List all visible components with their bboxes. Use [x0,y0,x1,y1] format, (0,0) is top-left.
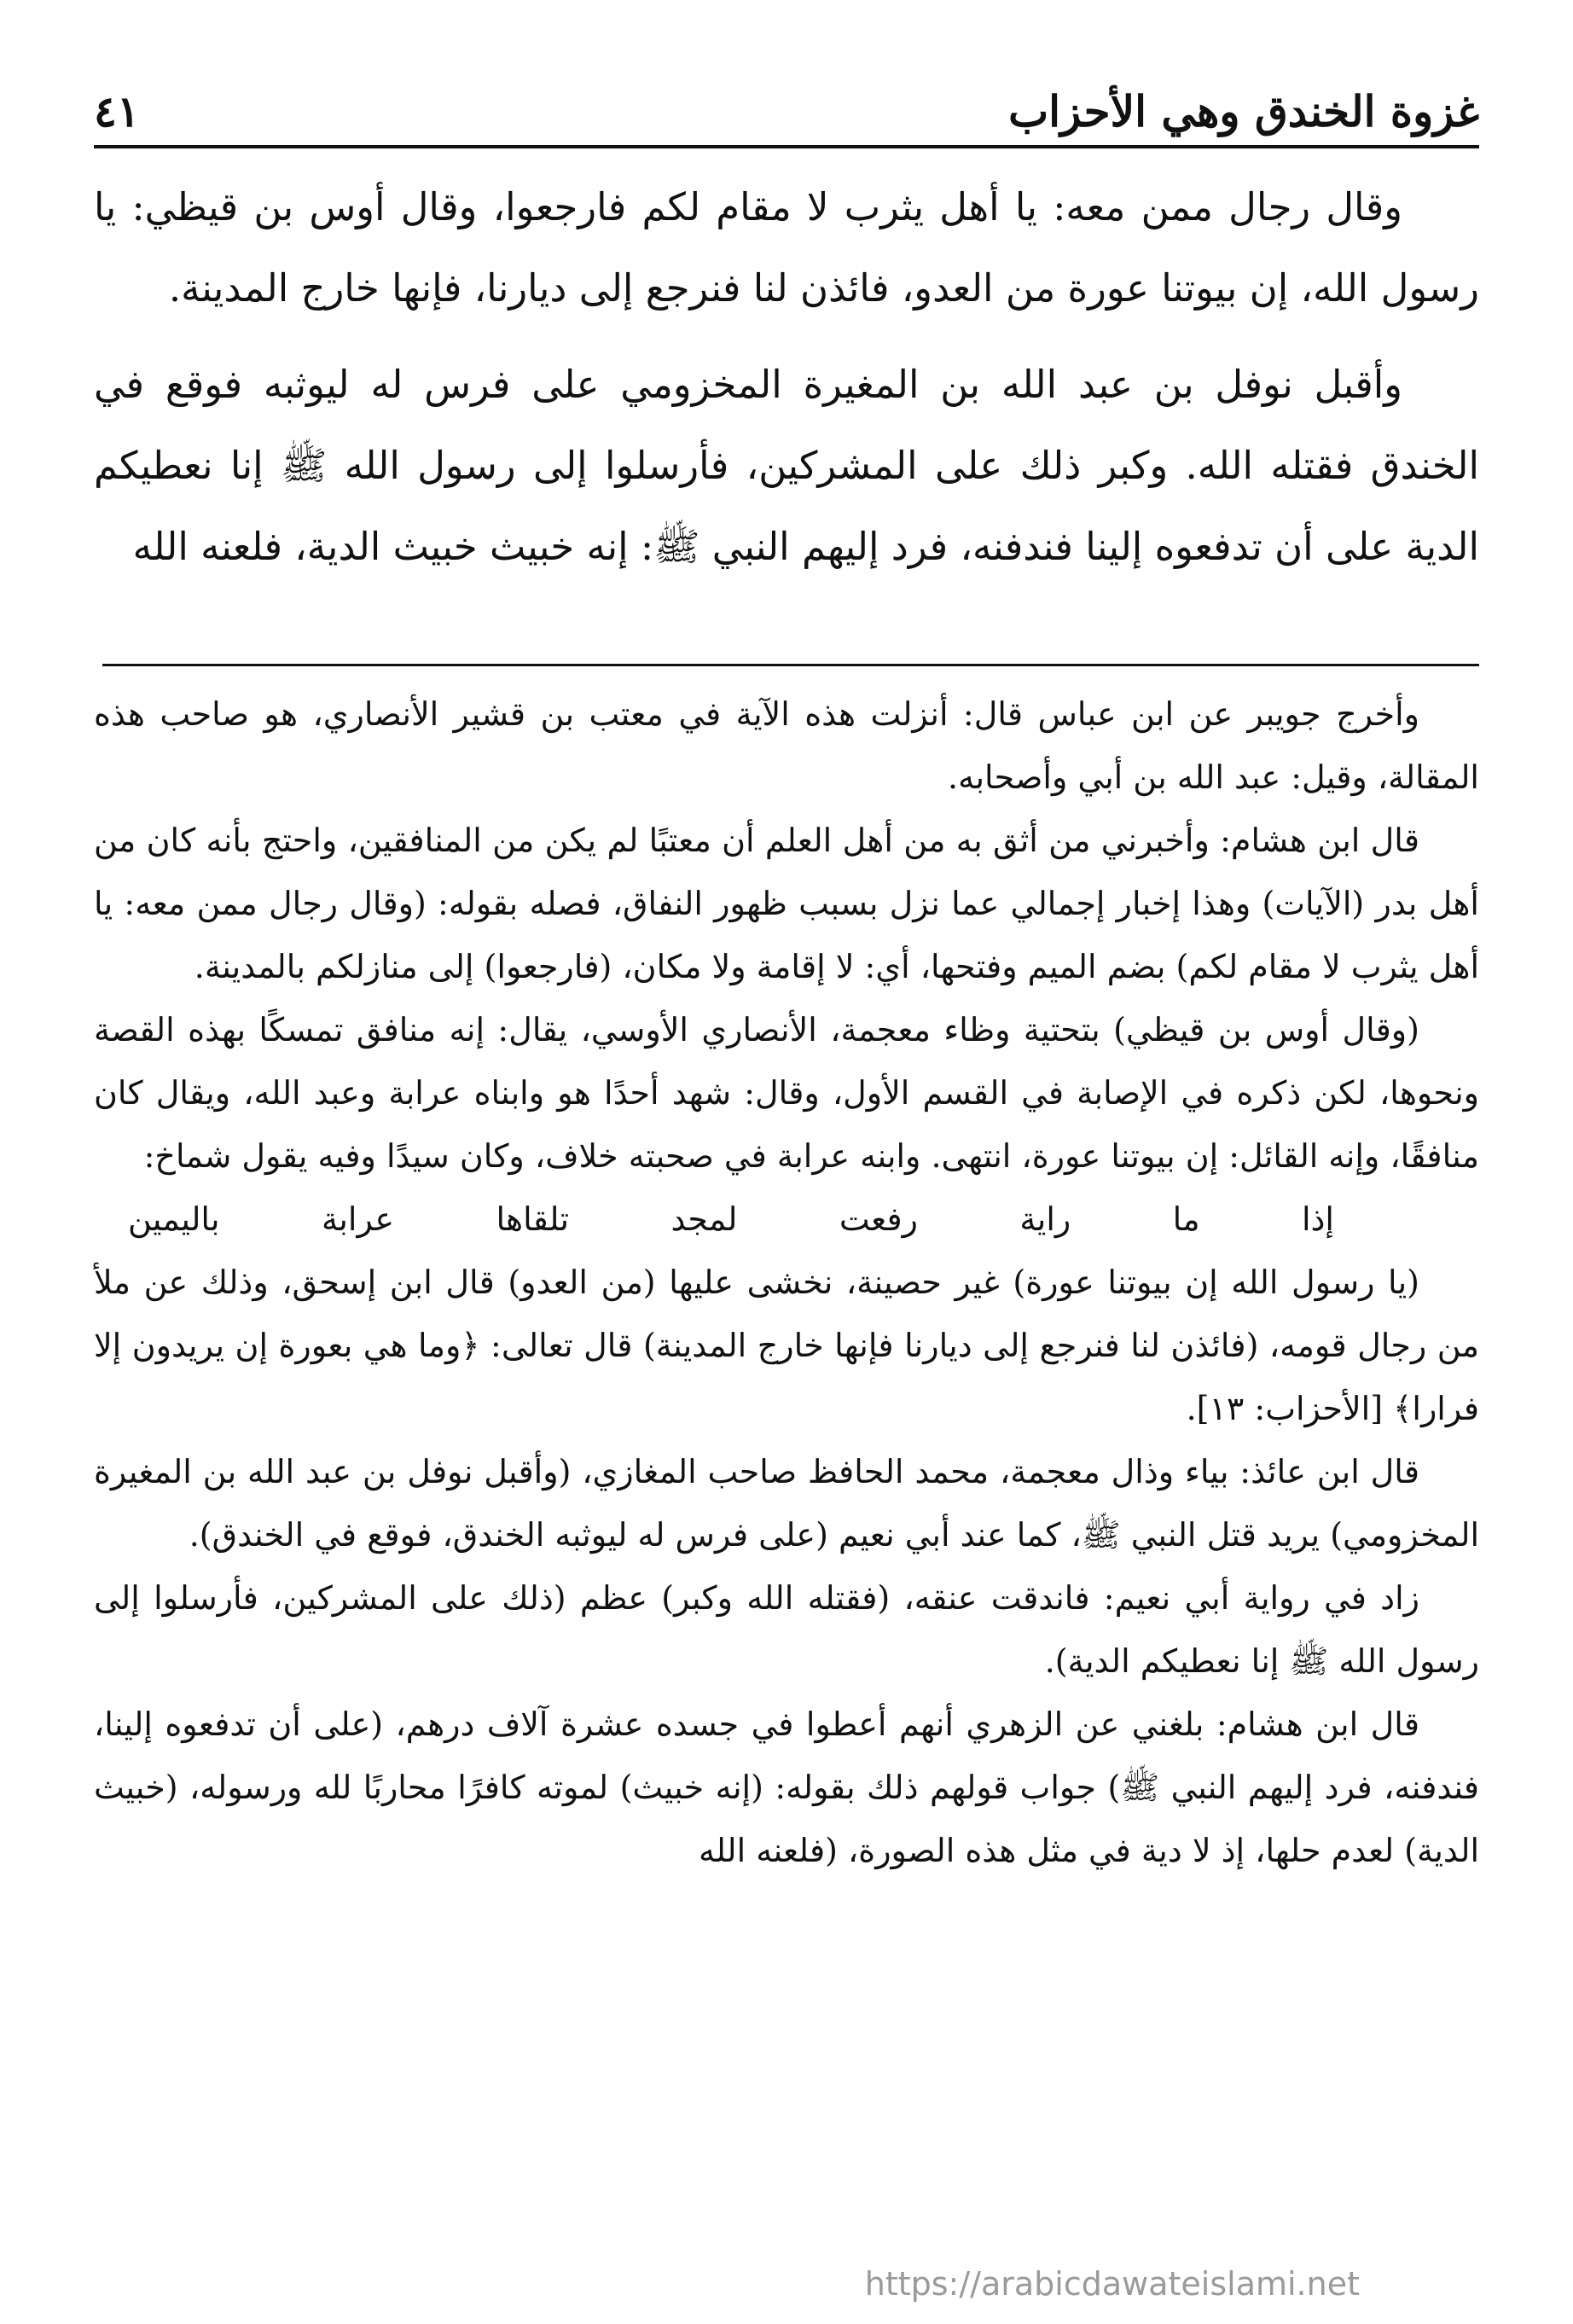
commentary-paragraph: قال ابن هشام: وأخبرني من أثق به من أهل العلم أن معتبًا لم يكن من المنافقين، واحتج بأنه كان من أهل بدر (الآيات) وهذا إخبار إجمالي عما نزل بسبب ظهور النفاق، فصله بقوله: (وقال رجال ممن معه: يا أهل يثرب لا مقام لكم) بضم الميم وفتحها، أي: لا إقامة ولا مكان، (فارجعوا) إلى منازلكم بالمدينة. [94,822,1479,985]
commentary-text [94,683,1479,1882]
commentary-paragraph: (يا رسول الله إن بيوتنا عورة) غير حصينة، نخشى عليها (من العدو) قال ابن إسحق، وذلك عن ملأ من رجال قومه، (فائذن لنا فنرجع إلى ديارنا فإنها خارج المدينة) قال تعالى: ﴿وما هي بعورة إن يريدون إلا فرارا﴾ [الأحزاب: ١٣]. [94,1264,1479,1427]
main-paragraph: وقال رجال ممن معه: يا أهل يثرب لا مقام لكم فارجعوا، وقال أوس بن قيظي: يا رسول الله، إن بيوتنا عورة من العدو، فائذن لنا فنرجع إلى ديارنا، فإنها خارج المدينة. [94,184,1479,311]
commentary-paragraph: وأخرج جويبر عن ابن عباس قال: أنزلت هذه الآية في معتب بن قشير الأنصاري، هو صاحب هذه المقالة، وقيل: عبد الله بن أبي وأصحابه. [94,695,1479,796]
watermark-url: https://arabicdawateislami.net [864,2265,1360,2303]
commentary-paragraph: زاد في رواية أبي نعيم: فاندقت عنقه، (فقتله الله وكبر) عظم (ذلك على المشركين، فأرسلوا إلى رسول الله ﷺ إنا نعطيكم الدية). [94,1579,1479,1680]
poetry-verse: إذا ما راية رفعت لمجد تلقاها عرابة باليمين [128,1200,1334,1238]
commentary-paragraph: قال ابن هشام: بلغني عن الزهري أنهم أعطوا في جسده عشرة آلاف درهم، (على أن تدفعوه إلينا، فندفنه، فرد إليهم النبي ﷺ) جواب قولهم ذلك بقوله: (إنه خبيث) لموته كافرًا محاربًا لله ورسوله، (خبيث الدية) لعدم حلها، إذ لا دية في مثل هذه الصورة، (فلعنه الله [94,1705,1479,1869]
main-text [94,166,1479,602]
chapter-title: غزوة الخندق وهي الأحزاب [1008,86,1479,137]
commentary-paragraph: قال ابن عائذ: بياء وذال معجمة، محمد الحافظ صاحب المغازي، (وأقبل نوفل بن عبد الله بن المغيرة المخزومي) يريد قتل النبي ﷺ، كما عند أبي نعيم (على فرس له ليوثبه الخندق، فوقع في الخندق). [94,1453,1479,1554]
commentary-paragraph: (وقال أوس بن قيظي) بتحتية وظاء معجمة، الأنصاري الأوسي، يقال: إنه منافق تمسكًا بهذه القصة ونحوها، لكن ذكره في الإصابة في القسم الأول، وقال: شهد أحدًا هو وابناه عرابة وعبد الله، ويقال كان منافقًا، وإنه القائل: إن بيوتنا عورة، انتهى. وابنه عرابة في صحبته خلاف، وكان سيدًا وفيه يقول شماخ: [94,1011,1479,1175]
main-paragraph: وأقبل نوفل بن عبد الله بن المغيرة المخزومي على فرس له ليوثبه فوقع في الخندق فقتله الله. وكبر ذلك على المشركين، فأرسلوا إلى رسول الله ﷺ إنا نعطيكم الدية على أن تدفعوه إلينا فندفنه، فرد إليهم النبي ﷺ: إنه خبيث خبيث الدية، فلعنه الله [94,362,1479,569]
footnote-divider [102,664,1479,666]
page-number: ٤١ [94,86,140,137]
page-header [94,60,1479,148]
